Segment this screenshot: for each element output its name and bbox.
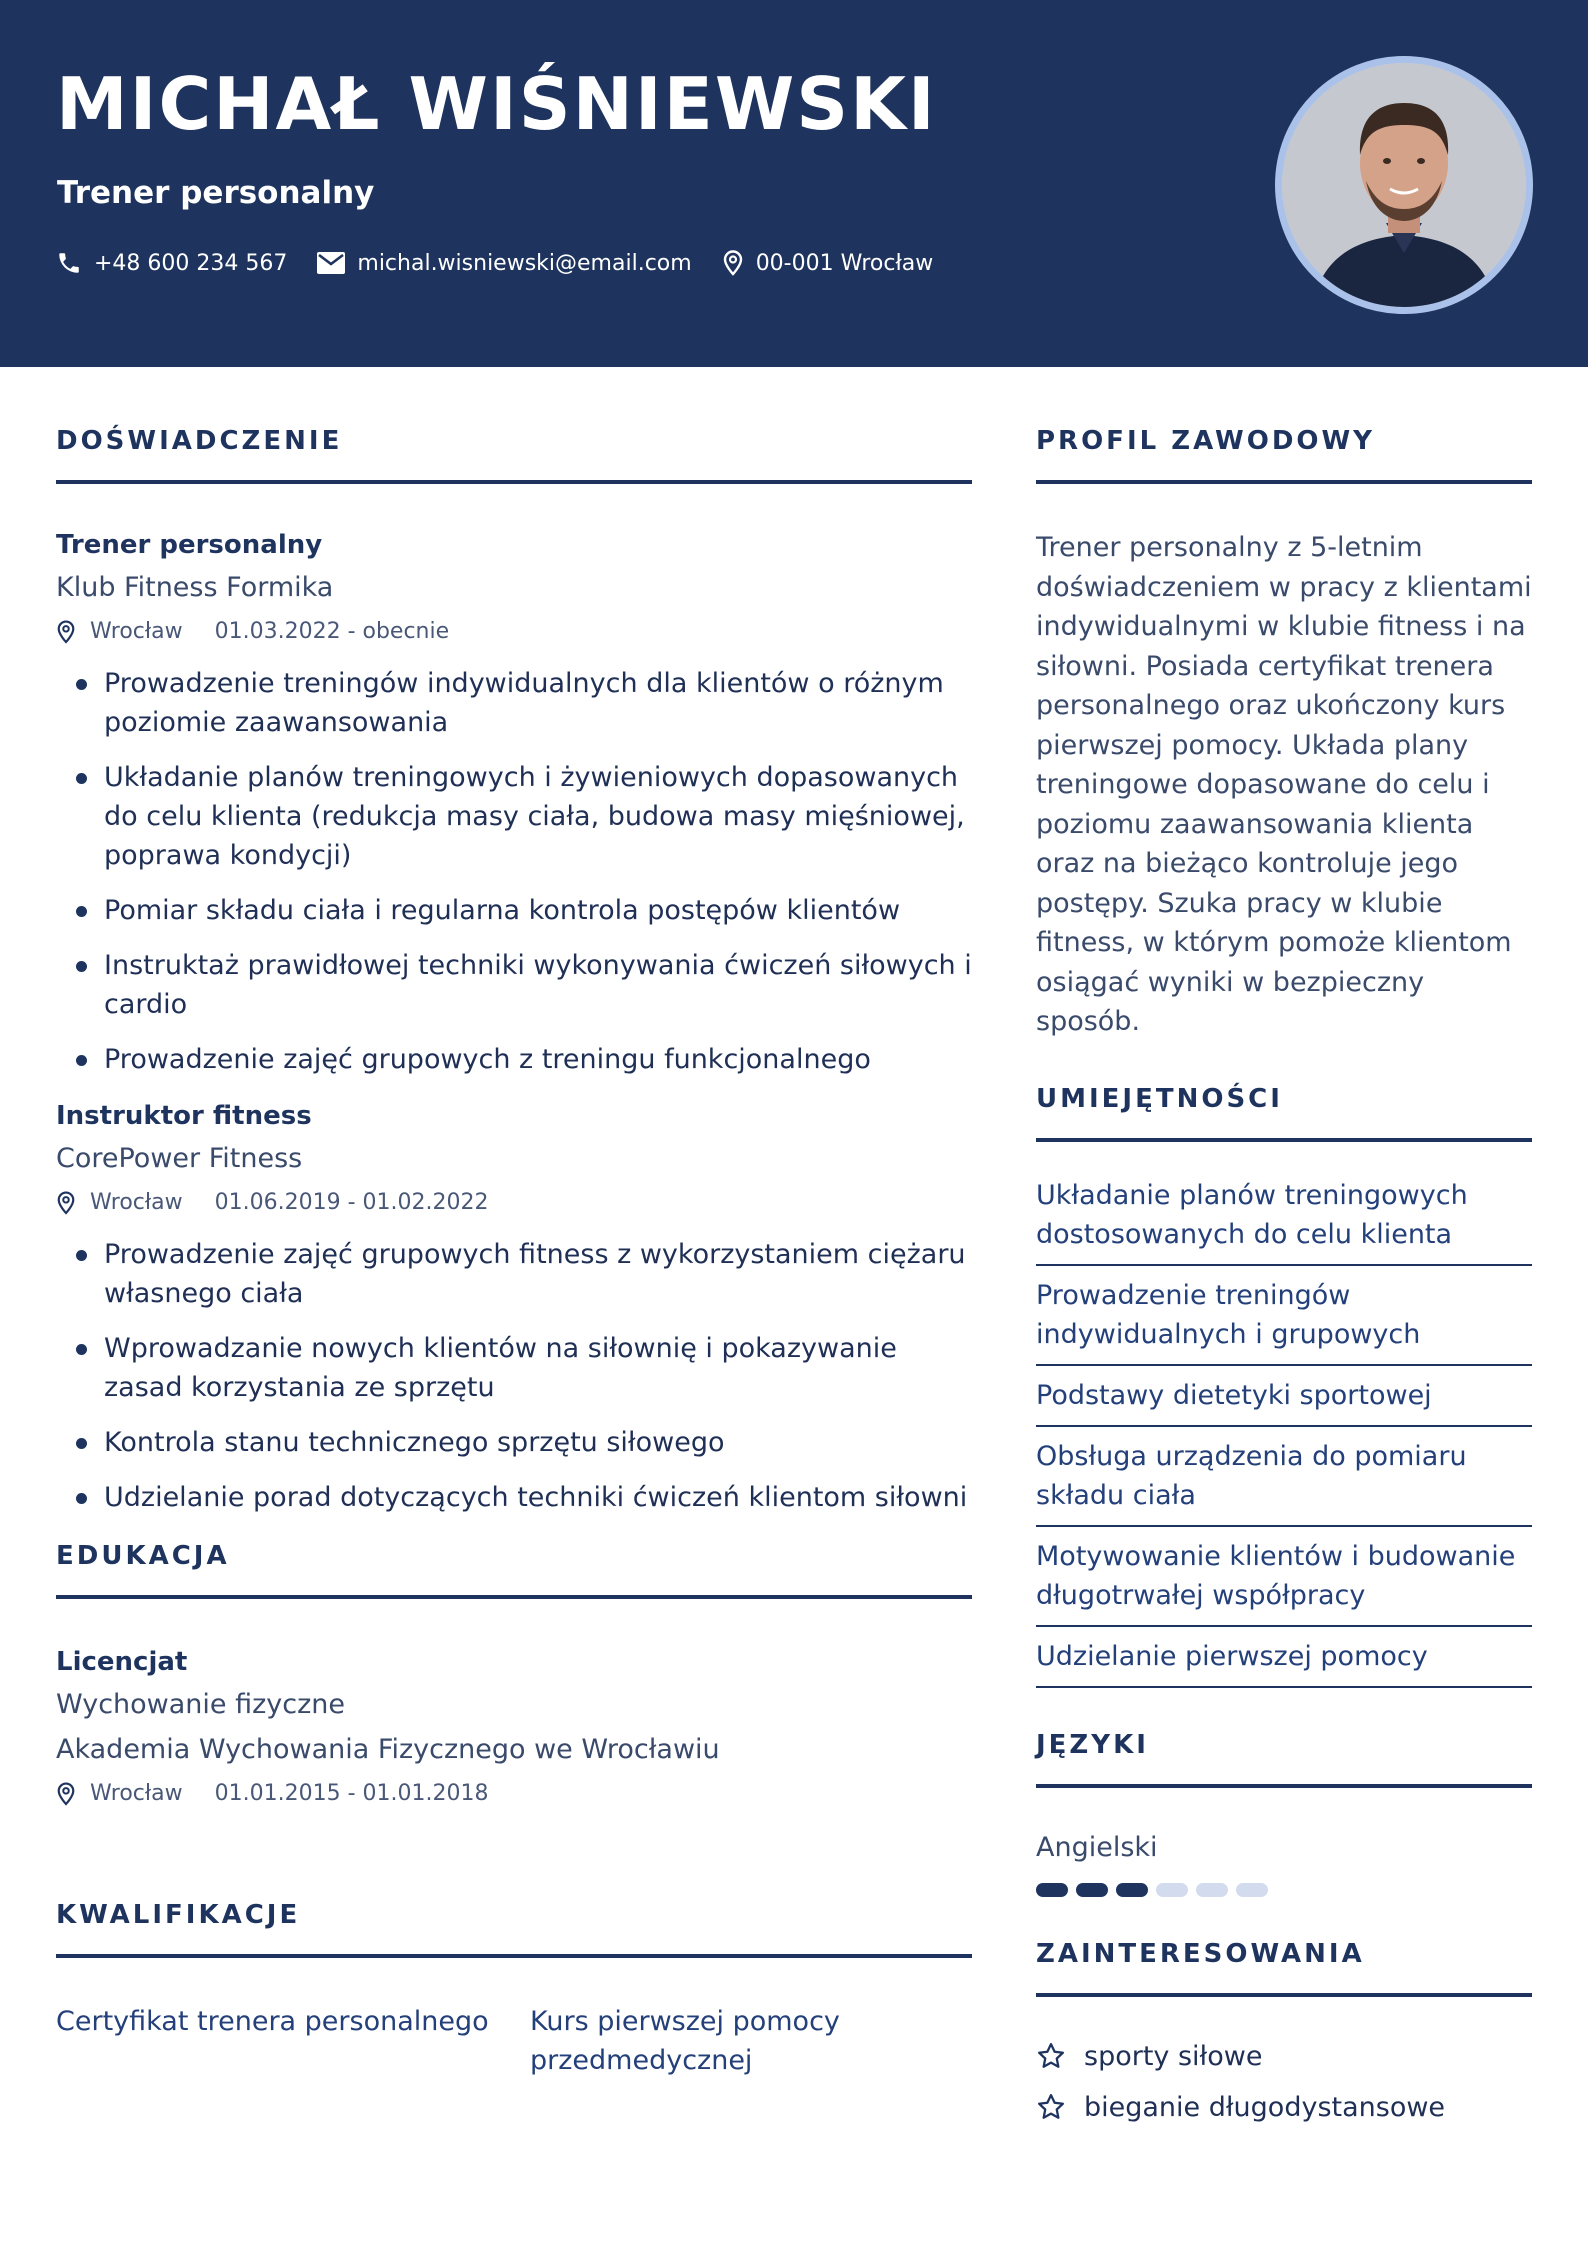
job-company: Klub Fitness Formika xyxy=(56,572,334,603)
contact-bar xyxy=(56,250,963,276)
languages-section xyxy=(1036,1730,1532,1897)
star-icon xyxy=(1036,2092,1066,2122)
skills-heading: UMIEJĘTNOŚCI xyxy=(1036,1083,1283,1114)
interests-section xyxy=(1036,1939,1532,2123)
interests-list xyxy=(1036,2041,1532,2123)
skill-item: Udzielanie pierwszej pomocy xyxy=(1036,1627,1532,1688)
job-title-heading: Trener personalny xyxy=(57,175,375,211)
level-dot-empty xyxy=(1156,1883,1188,1897)
section-divider xyxy=(56,480,972,484)
mail-icon xyxy=(317,252,345,274)
skills-section xyxy=(1036,1084,1532,1688)
phone-text[interactable]: +48 600 234 567 xyxy=(94,250,288,276)
job-location: Wrocław xyxy=(90,1190,183,1215)
education-field: Wychowanie fizyczne xyxy=(56,1689,346,1720)
location-pin-icon xyxy=(56,1191,76,1215)
contact-phone xyxy=(56,250,287,276)
section-divider xyxy=(56,1595,972,1599)
level-dot-filled xyxy=(1076,1883,1108,1897)
interest-item xyxy=(1036,2092,1532,2123)
education-dates: 01.01.2015 - 01.01.2018 xyxy=(214,1781,489,1806)
section-divider xyxy=(1036,480,1532,484)
profile-section xyxy=(1036,426,1532,1042)
qualifications-section xyxy=(56,1900,972,2080)
level-dot-empty xyxy=(1236,1883,1268,1897)
email-text[interactable]: michal.wisniewski@email.com xyxy=(357,250,692,276)
job-entry xyxy=(56,1101,972,1517)
list-item: Instruktaż prawidłowej techniki wykonywania ćwiczeń siłowych i cardio xyxy=(56,946,972,1024)
left-column xyxy=(56,426,972,2080)
job-company: CorePower Fitness xyxy=(56,1143,303,1174)
education-degree: Licencjat xyxy=(56,1647,188,1677)
language-level-indicator xyxy=(1036,1883,1532,1897)
contact-address xyxy=(722,250,934,276)
experience-heading: DOŚWIADCZENIE xyxy=(56,426,343,456)
right-column xyxy=(1036,426,1532,2143)
profile-photo xyxy=(1275,56,1533,314)
qualifications-heading: KWALIFIKACJE xyxy=(56,1900,301,1930)
level-dot-filled xyxy=(1036,1883,1068,1897)
list-item: Wprowadzanie nowych klientów na siłownię i pokazywanie zasad korzystania ze sprzętu xyxy=(56,1329,972,1407)
job-entry xyxy=(56,530,972,1079)
skill-item: Podstawy dietetyki sportowej xyxy=(1036,1366,1532,1427)
job-duties-list xyxy=(56,664,972,1079)
interest-label: sporty siłowe xyxy=(1084,2040,1263,2072)
job-title: Trener personalny xyxy=(56,530,323,560)
list-item: Prowadzenie zajęć grupowych z treningu funkcjonalnego xyxy=(56,1040,972,1079)
education-entry xyxy=(56,1647,972,1806)
job-duties-list xyxy=(56,1235,972,1517)
experience-section xyxy=(56,426,972,1517)
list-item: Udzielanie porad dotyczących techniki ćwiczeń klientom siłowni xyxy=(56,1478,972,1517)
contact-email xyxy=(317,251,691,276)
list-item: Prowadzenie zajęć grupowych fitness z wykorzystaniem ciężaru własnego ciała xyxy=(56,1235,972,1313)
qualifications-list xyxy=(56,2002,972,2080)
candidate-name: MICHAŁ WIŚNIEWSKI xyxy=(56,62,937,146)
education-section xyxy=(56,1541,972,1806)
qualification-item: Kurs pierwszej pomocy przedmedycznej xyxy=(530,2006,840,2076)
skill-item: Układanie planów treningowych dostosowanych do celu klienta xyxy=(1036,1166,1532,1266)
job-dates: 01.03.2022 - obecnie xyxy=(214,619,450,644)
person-avatar-icon xyxy=(1282,63,1526,307)
profile-heading: PROFIL ZAWODOWY xyxy=(1036,426,1376,456)
address-text: 00-001 Wrocław xyxy=(755,250,934,276)
section-divider xyxy=(1036,1784,1532,1788)
phone-icon xyxy=(56,250,82,276)
section-divider xyxy=(1036,1138,1532,1142)
interest-item xyxy=(1036,2041,1532,2072)
section-divider xyxy=(1036,1993,1532,1997)
location-pin-icon xyxy=(56,620,76,644)
location-pin-icon xyxy=(722,250,744,276)
list-item: Pomiar składu ciała i regularna kontrola postępów klientów xyxy=(56,891,972,930)
interest-label: bieganie długodystansowe xyxy=(1084,2091,1446,2123)
education-meta xyxy=(56,1781,972,1806)
location-pin-icon xyxy=(56,1782,76,1806)
level-dot-filled xyxy=(1116,1883,1148,1897)
list-item: Prowadzenie treningów indywidualnych dla klientów o różnym poziomie zaawansowania xyxy=(56,664,972,742)
languages-heading: JĘZYKI xyxy=(1036,1729,1149,1760)
language-name: Angielski xyxy=(1036,1831,1158,1863)
list-item: Układanie planów treningowych i żywieniowych dopasowanych do celu klienta (redukcja masy ciała, budowa masy mięśniowej, poprawa kondycji) xyxy=(56,758,972,875)
job-location: Wrocław xyxy=(90,619,183,644)
job-meta xyxy=(56,619,972,644)
profile-summary: Trener personalny z 5-letnim doświadczeniem w pracy z klientami indywidualnymi w klubie fitness i na siłowni. Posiada certyfikat trenera personalnego oraz ukończony kurs pierwszej pomocy. Układa plany treningowe dopasowane do celu i poziomu zaawansowania klienta oraz na bieżąco kontroluje jego postępy. Szuka pracy w klubie fitness, w którym pomoże klientom osiągać wyniki w bezpieczny sposób. xyxy=(1036,532,1532,1037)
job-meta xyxy=(56,1190,972,1215)
qualification-item: Certyfikat trenera personalnego xyxy=(56,2006,489,2037)
interests-heading: ZAINTERESOWANIA xyxy=(1036,1938,1365,1969)
skill-item: Prowadzenie treningów indywidualnych i grupowych xyxy=(1036,1266,1532,1366)
skill-item: Obsługa urządzenia do pomiaru składu ciała xyxy=(1036,1427,1532,1527)
level-dot-empty xyxy=(1196,1883,1228,1897)
education-school: Akademia Wychowania Fizycznego we Wrocławiu xyxy=(56,1734,720,1765)
job-title: Instruktor fitness xyxy=(56,1101,312,1131)
education-location: Wrocław xyxy=(90,1781,183,1806)
list-item: Kontrola stanu technicznego sprzętu siłowego xyxy=(56,1423,972,1462)
education-heading: EDUKACJA xyxy=(56,1541,230,1571)
header xyxy=(0,0,1588,367)
job-dates: 01.06.2019 - 01.02.2022 xyxy=(214,1190,489,1215)
skill-item: Motywowanie klientów i budowanie długotrwałej współpracy xyxy=(1036,1527,1532,1627)
skills-list xyxy=(1036,1166,1532,1688)
section-divider xyxy=(56,1954,972,1958)
star-icon xyxy=(1036,2041,1066,2071)
